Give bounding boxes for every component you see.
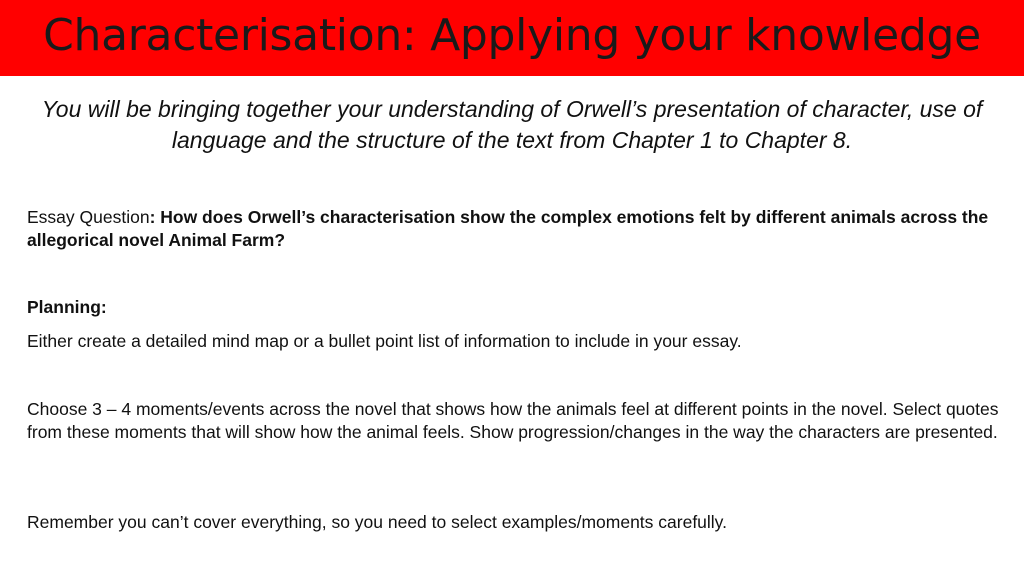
remember-text: Remember you can’t cover everything, so you need to select examples/moments carefully. xyxy=(27,512,727,532)
choose-moments-text: Choose 3 – 4 moments/events across the novel that shows how the animals feel at different points in the novel. Select quotes from these moments that will show how the animal feels. Show progression/changes in the way the characters are presented. xyxy=(27,399,999,442)
intro-text: You will be bringing together your understanding of Orwell’s presentation of character, use of language and the structure of the text from Chapter 1 to Chapter 8. xyxy=(41,96,983,153)
essay-question xyxy=(27,206,1002,252)
planning-text: Either create a detailed mind map or a bullet point list of information to include in your essay. xyxy=(27,331,742,351)
essay-question-label: Essay Question xyxy=(27,207,150,227)
slide-title: Characterisation: Applying your knowledge xyxy=(43,10,981,61)
planning-heading: Planning: xyxy=(27,297,107,317)
essay-question-text: : How does Orwell’s characterisation show the complex emotions felt by different animals across the allegorical novel Animal Farm? xyxy=(27,207,989,250)
